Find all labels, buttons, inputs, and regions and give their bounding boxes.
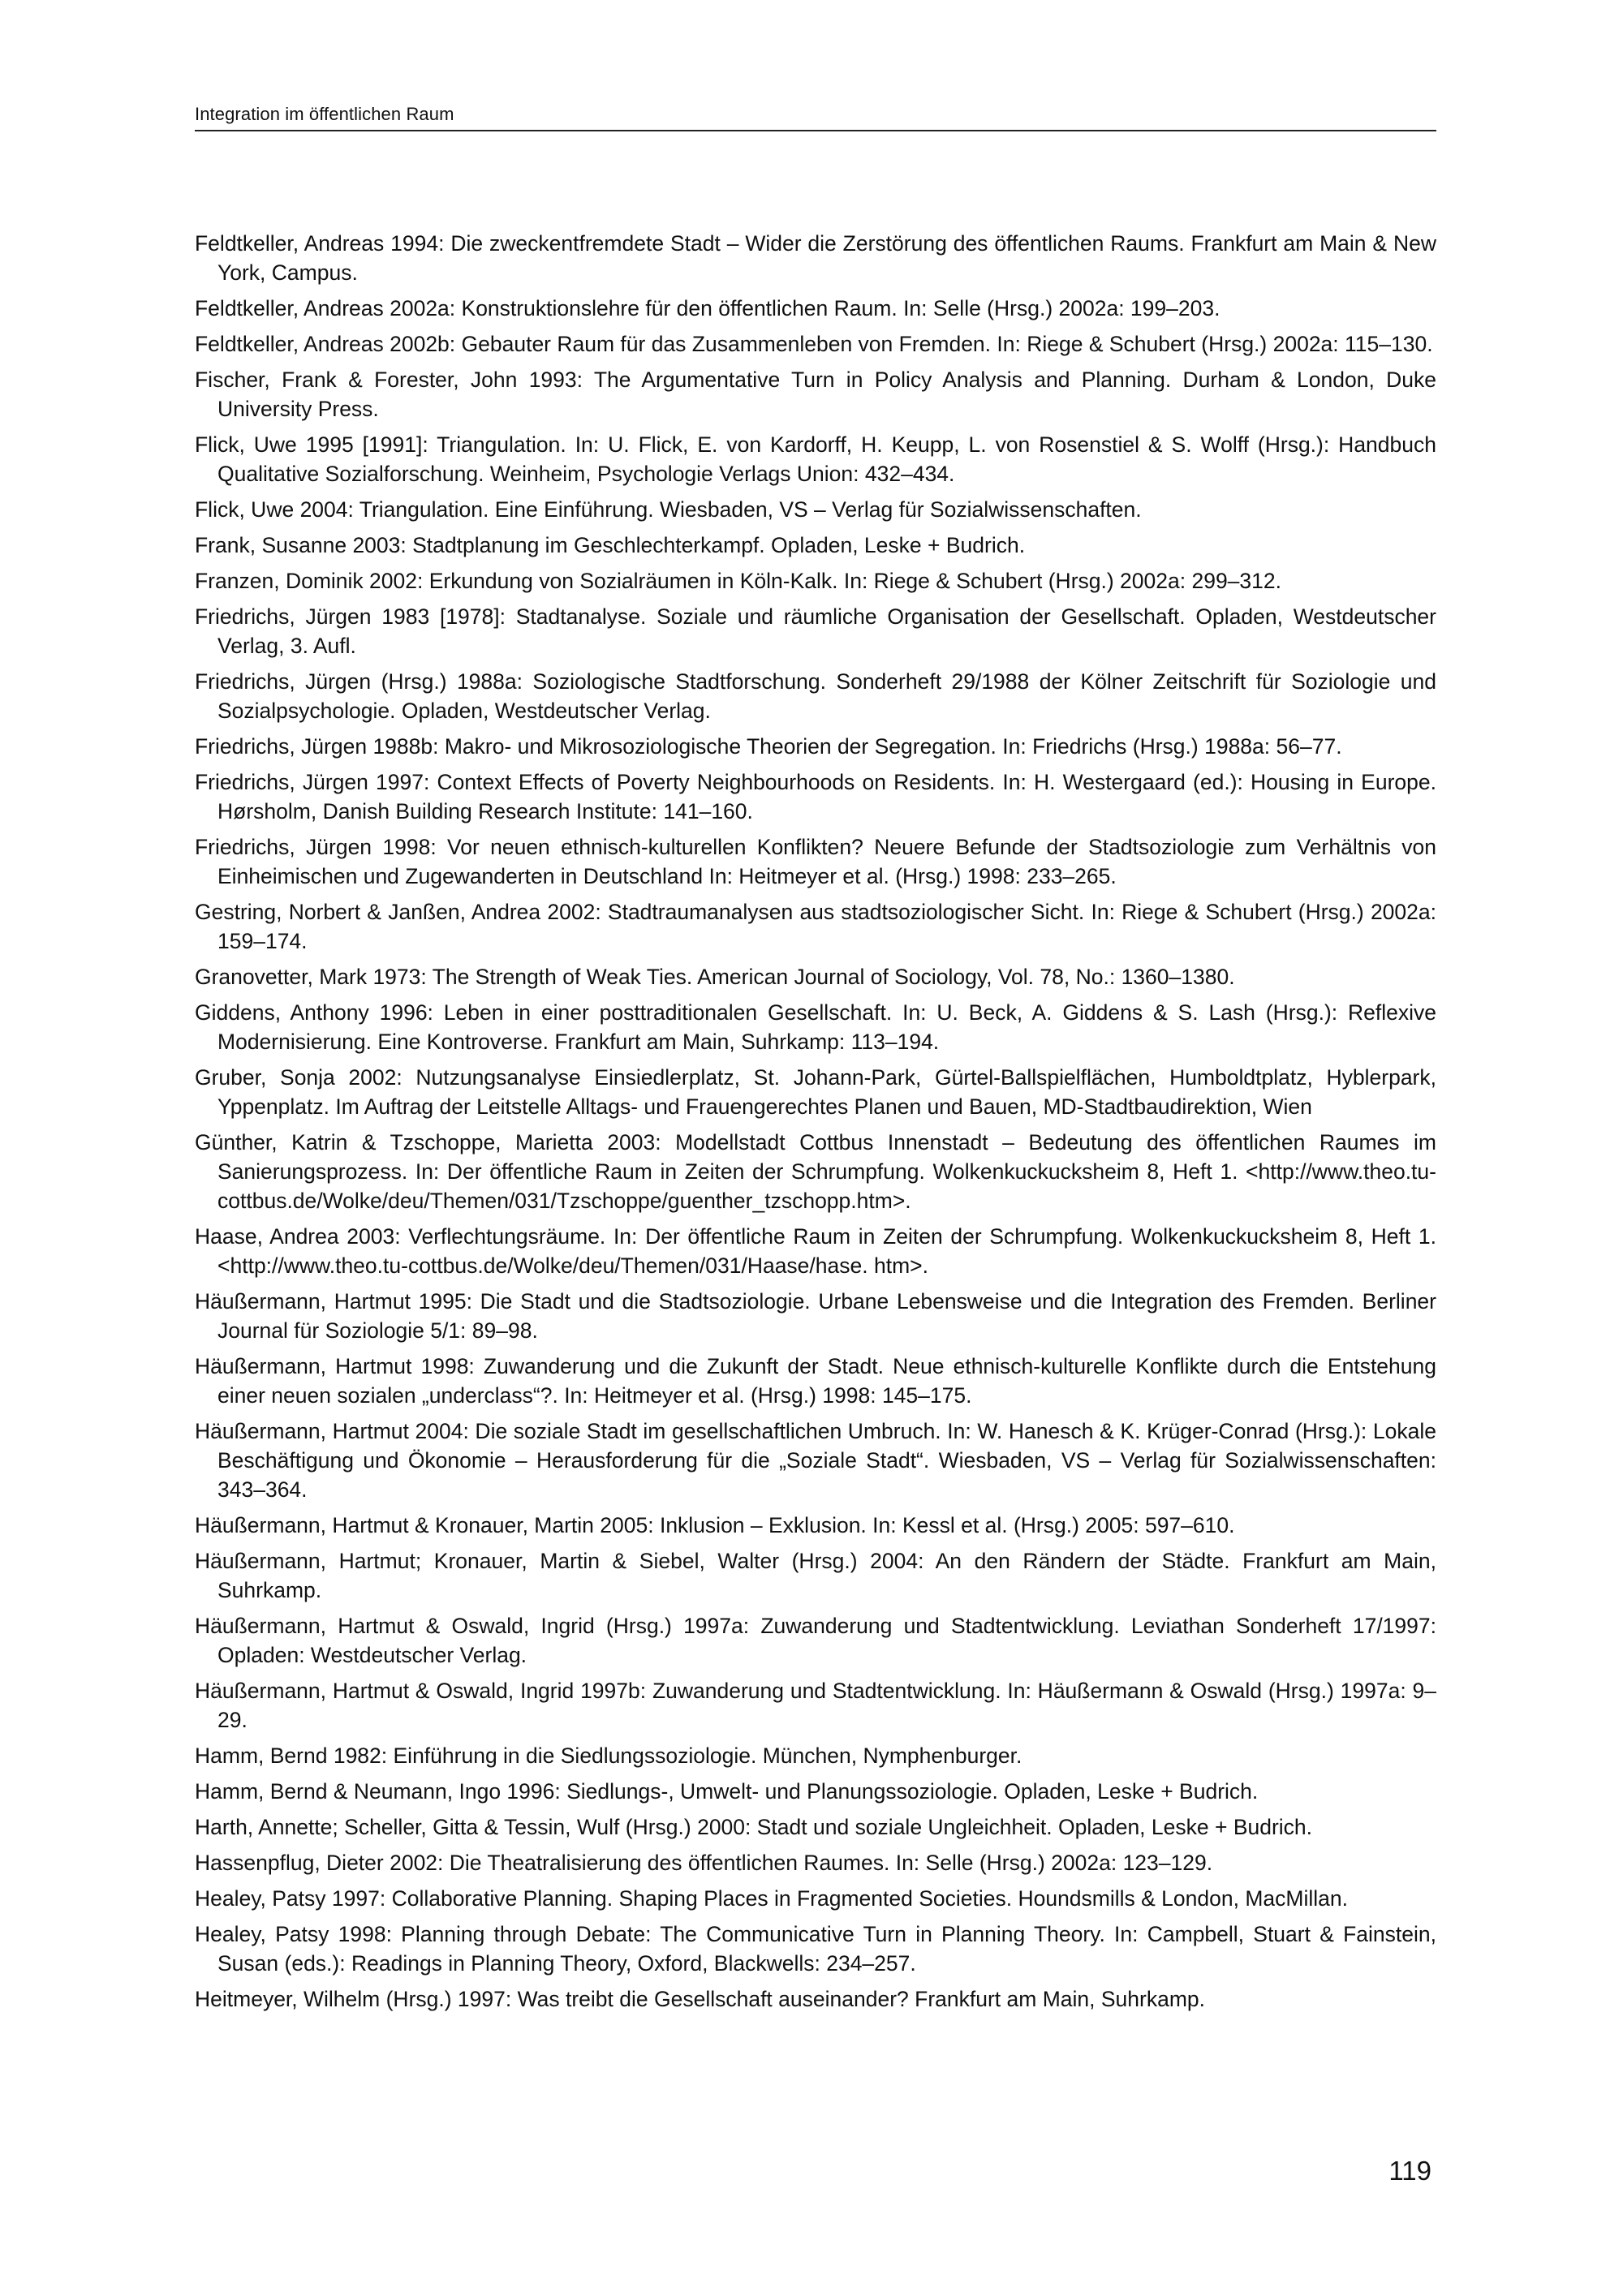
- reference-entry: Hassenpflug, Dieter 2002: Die Theatralisierung des öffentlichen Raumes. In: Selle (Hrsg.) 2002a: 123–129.: [195, 1851, 1213, 1875]
- reference-entry: Feldtkeller, Andreas 1994: Die zweckentfremdete Stadt – Wider die Zerstörung des öffentlichen Raums. Frankfurt am Main & New York, Campus.: [195, 231, 1436, 285]
- reference-entry: Häußermann, Hartmut & Oswald, Ingrid (Hrsg.) 1997a: Zuwanderung und Stadtentwicklung. Leviathan Sonderheft 17/1997: Opladen: Westdeutscher Verlag.: [195, 1614, 1436, 1667]
- reference-entry: Gruber, Sonja 2002: Nutzungsanalyse Einsiedlerplatz, St. Johann-Park, Gürtel-Ballspielflächen, Humboldtplatz, Hyblerpark, Yppenplatz. Im Auftrag der Leitstelle Alltags- und Frauengerechtes Planen und Bauen, MD-Stadtbaudirektion, Wien: [195, 1065, 1436, 1119]
- reference-list: [195, 229, 1436, 2020]
- reference-entry: Heitmeyer, Wilhelm (Hrsg.) 1997: Was treibt die Gesellschaft auseinander? Frankfurt am Main, Suhrkamp.: [195, 1987, 1205, 2011]
- reference-entry: Haase, Andrea 2003: Verflechtungsräume. In: Der öffentliche Raum in Zeiten der Schrumpfung. Wolkenkuckucksheim 8, Heft 1. <http://www.theo.tu-cottbus.de/Wolke/deu/Themen/031/Haase/hase. htm>.: [195, 1224, 1436, 1278]
- reference-entry: Frank, Susanne 2003: Stadtplanung im Geschlechterkampf. Opladen, Leske + Budrich.: [195, 533, 1026, 557]
- reference-entry: Häußermann, Hartmut 1998: Zuwanderung und die Zukunft der Stadt. Neue ethnisch-kulturelle Konflikte durch die Entstehung einer neuen sozialen „underclass“?. In: Heitmeyer et al. (Hrsg.) 1998: 145–175.: [195, 1354, 1436, 1408]
- reference-entry: Fischer, Frank & Forester, John 1993: The Argumentative Turn in Policy Analysis and Planning. Durham & London, Duke University Press.: [195, 368, 1436, 421]
- reference-entry: Healey, Patsy 1997: Collaborative Planning. Shaping Places in Fragmented Societies. Houndsmills & London, MacMillan.: [195, 1886, 1348, 1911]
- reference-entry: Giddens, Anthony 1996: Leben in einer posttraditionalen Gesellschaft. In: U. Beck, A. Giddens & S. Lash (Hrsg.): Reflexive Modernisierung. Eine Kontroverse. Frankfurt am Main, Suhrkamp: 113–194.: [195, 1000, 1436, 1054]
- reference-entry: Feldtkeller, Andreas 2002a: Konstruktionslehre für den öffentlichen Raum. In: Selle (Hrsg.) 2002a: 199–203.: [195, 296, 1220, 320]
- reference-entry: Harth, Annette; Scheller, Gitta & Tessin, Wulf (Hrsg.) 2000: Stadt und soziale Ungleichheit. Opladen, Leske + Budrich.: [195, 1815, 1313, 1839]
- reference-entry: Häußermann, Hartmut & Oswald, Ingrid 1997b: Zuwanderung und Stadtentwicklung. In: Häußermann & Oswald (Hrsg.) 1997a: 9–29.: [195, 1679, 1436, 1732]
- reference-entry: Granovetter, Mark 1973: The Strength of Weak Ties. American Journal of Sociology, Vol. 78, No.: 1360–1380.: [195, 965, 1235, 989]
- reference-entry: Hamm, Bernd & Neumann, Ingo 1996: Siedlungs-, Umwelt- und Planungssoziologie. Opladen, Leske + Budrich.: [195, 1779, 1259, 1804]
- reference-entry: Häußermann, Hartmut 2004: Die soziale Stadt im gesellschaftlichen Umbruch. In: W. Hanesch & K. Krüger-Conrad (Hrsg.): Lokale Beschäftigung und Ökonomie – Herausforderung für die „Soziale Stadt“. Wiesbaden, VS – Verlag für Sozialwissenschaften: 343–364.: [195, 1419, 1436, 1502]
- reference-entry: Friedrichs, Jürgen 1983 [1978]: Stadtanalyse. Soziale und räumliche Organisation der Gesellschaft. Opladen, Westdeutscher Verlag, 3. Aufl.: [195, 604, 1436, 658]
- reference-entry: Häußermann, Hartmut; Kronauer, Martin & Siebel, Walter (Hrsg.) 2004: An den Rändern der Städte. Frankfurt am Main, Suhrkamp.: [195, 1549, 1436, 1602]
- reference-entry: Franzen, Dominik 2002: Erkundung von Sozialräumen in Köln-Kalk. In: Riege & Schubert (Hrsg.) 2002a: 299–312.: [195, 569, 1282, 593]
- reference-entry: Gestring, Norbert & Janßen, Andrea 2002: Stadtraumanalysen aus stadtsoziologischer Sicht. In: Riege & Schubert (Hrsg.) 2002a: 159–174.: [195, 900, 1436, 953]
- reference-entry: Friedrichs, Jürgen 1998: Vor neuen ethnisch-kulturellen Konflikten? Neuere Befunde der Stadtsoziologie zum Verhältnis von Einheimischen und Zugewanderten in Deutschland In: Heitmeyer et al. (Hrsg.) 1998: 233–265.: [195, 835, 1436, 888]
- page-number: 119: [1388, 2156, 1431, 2186]
- reference-entry: Flick, Uwe 2004: Triangulation. Eine Einführung. Wiesbaden, VS – Verlag für Sozialwissenschaften.: [195, 497, 1142, 522]
- reference-entry: Flick, Uwe 1995 [1991]: Triangulation. In: U. Flick, E. von Kardorff, H. Keupp, L. von Rosenstiel & S. Wolff (Hrsg.): Handbuch Qualitative Sozialforschung. Weinheim, Psychologie Verlags Union: 432–434.: [195, 432, 1436, 486]
- reference-entry: Feldtkeller, Andreas 2002b: Gebauter Raum für das Zusammenleben von Fremden. In: Riege & Schubert (Hrsg.) 2002a: 115–130.: [195, 332, 1433, 356]
- running-header: [195, 104, 1436, 131]
- reference-entry: Friedrichs, Jürgen 1988b: Makro- und Mikrosoziologische Theorien der Segregation. In: Friedrichs (Hrsg.) 1988a: 56–77.: [195, 734, 1342, 759]
- header-title: Integration im öffentlichen Raum: [195, 104, 454, 124]
- reference-entry: Healey, Patsy 1998: Planning through Debate: The Communicative Turn in Planning Theory. In: Campbell, Stuart & Fainstein, Susan (eds.): Readings in Planning Theory, Oxford, Blackwells: 234–257.: [195, 1922, 1436, 1976]
- reference-entry: Häußermann, Hartmut 1995: Die Stadt und die Stadtsoziologie. Urbane Lebensweise und die Integration des Fremden. Berliner Journal für Soziologie 5/1: 89–98.: [195, 1289, 1436, 1343]
- reference-entry: Hamm, Bernd 1982: Einführung in die Siedlungssoziologie. München, Nymphenburger.: [195, 1743, 1022, 1768]
- reference-entry: Friedrichs, Jürgen (Hrsg.) 1988a: Soziologische Stadtforschung. Sonderheft 29/1988 der Kölner Zeitschrift für Soziologie und Sozialpsychologie. Opladen, Westdeutscher Verlag.: [195, 669, 1436, 723]
- reference-entry: Günther, Katrin & Tzschoppe, Marietta 2003: Modellstadt Cottbus Innenstadt – Bedeutung des öffentlichen Raumes im Sanierungsprozess. In: Der öffentliche Raum in Zeiten der Schrumpfung. Wolkenkuckucksheim 8, Heft 1. <http://www.theo.tu-cottbus.de/Wolke/deu/Themen/031/Tzschoppe/guenther_tzschopp.htm>.: [195, 1130, 1436, 1213]
- reference-entry: Friedrichs, Jürgen 1997: Context Effects of Poverty Neighbourhoods on Residents. In: H. Westergaard (ed.): Housing in Europe. Hørsholm, Danish Building Research Institute: 141–160.: [195, 770, 1436, 823]
- reference-entry: Häußermann, Hartmut & Kronauer, Martin 2005: Inklusion – Exklusion. In: Kessl et al. (Hrsg.) 2005: 597–610.: [195, 1513, 1235, 1537]
